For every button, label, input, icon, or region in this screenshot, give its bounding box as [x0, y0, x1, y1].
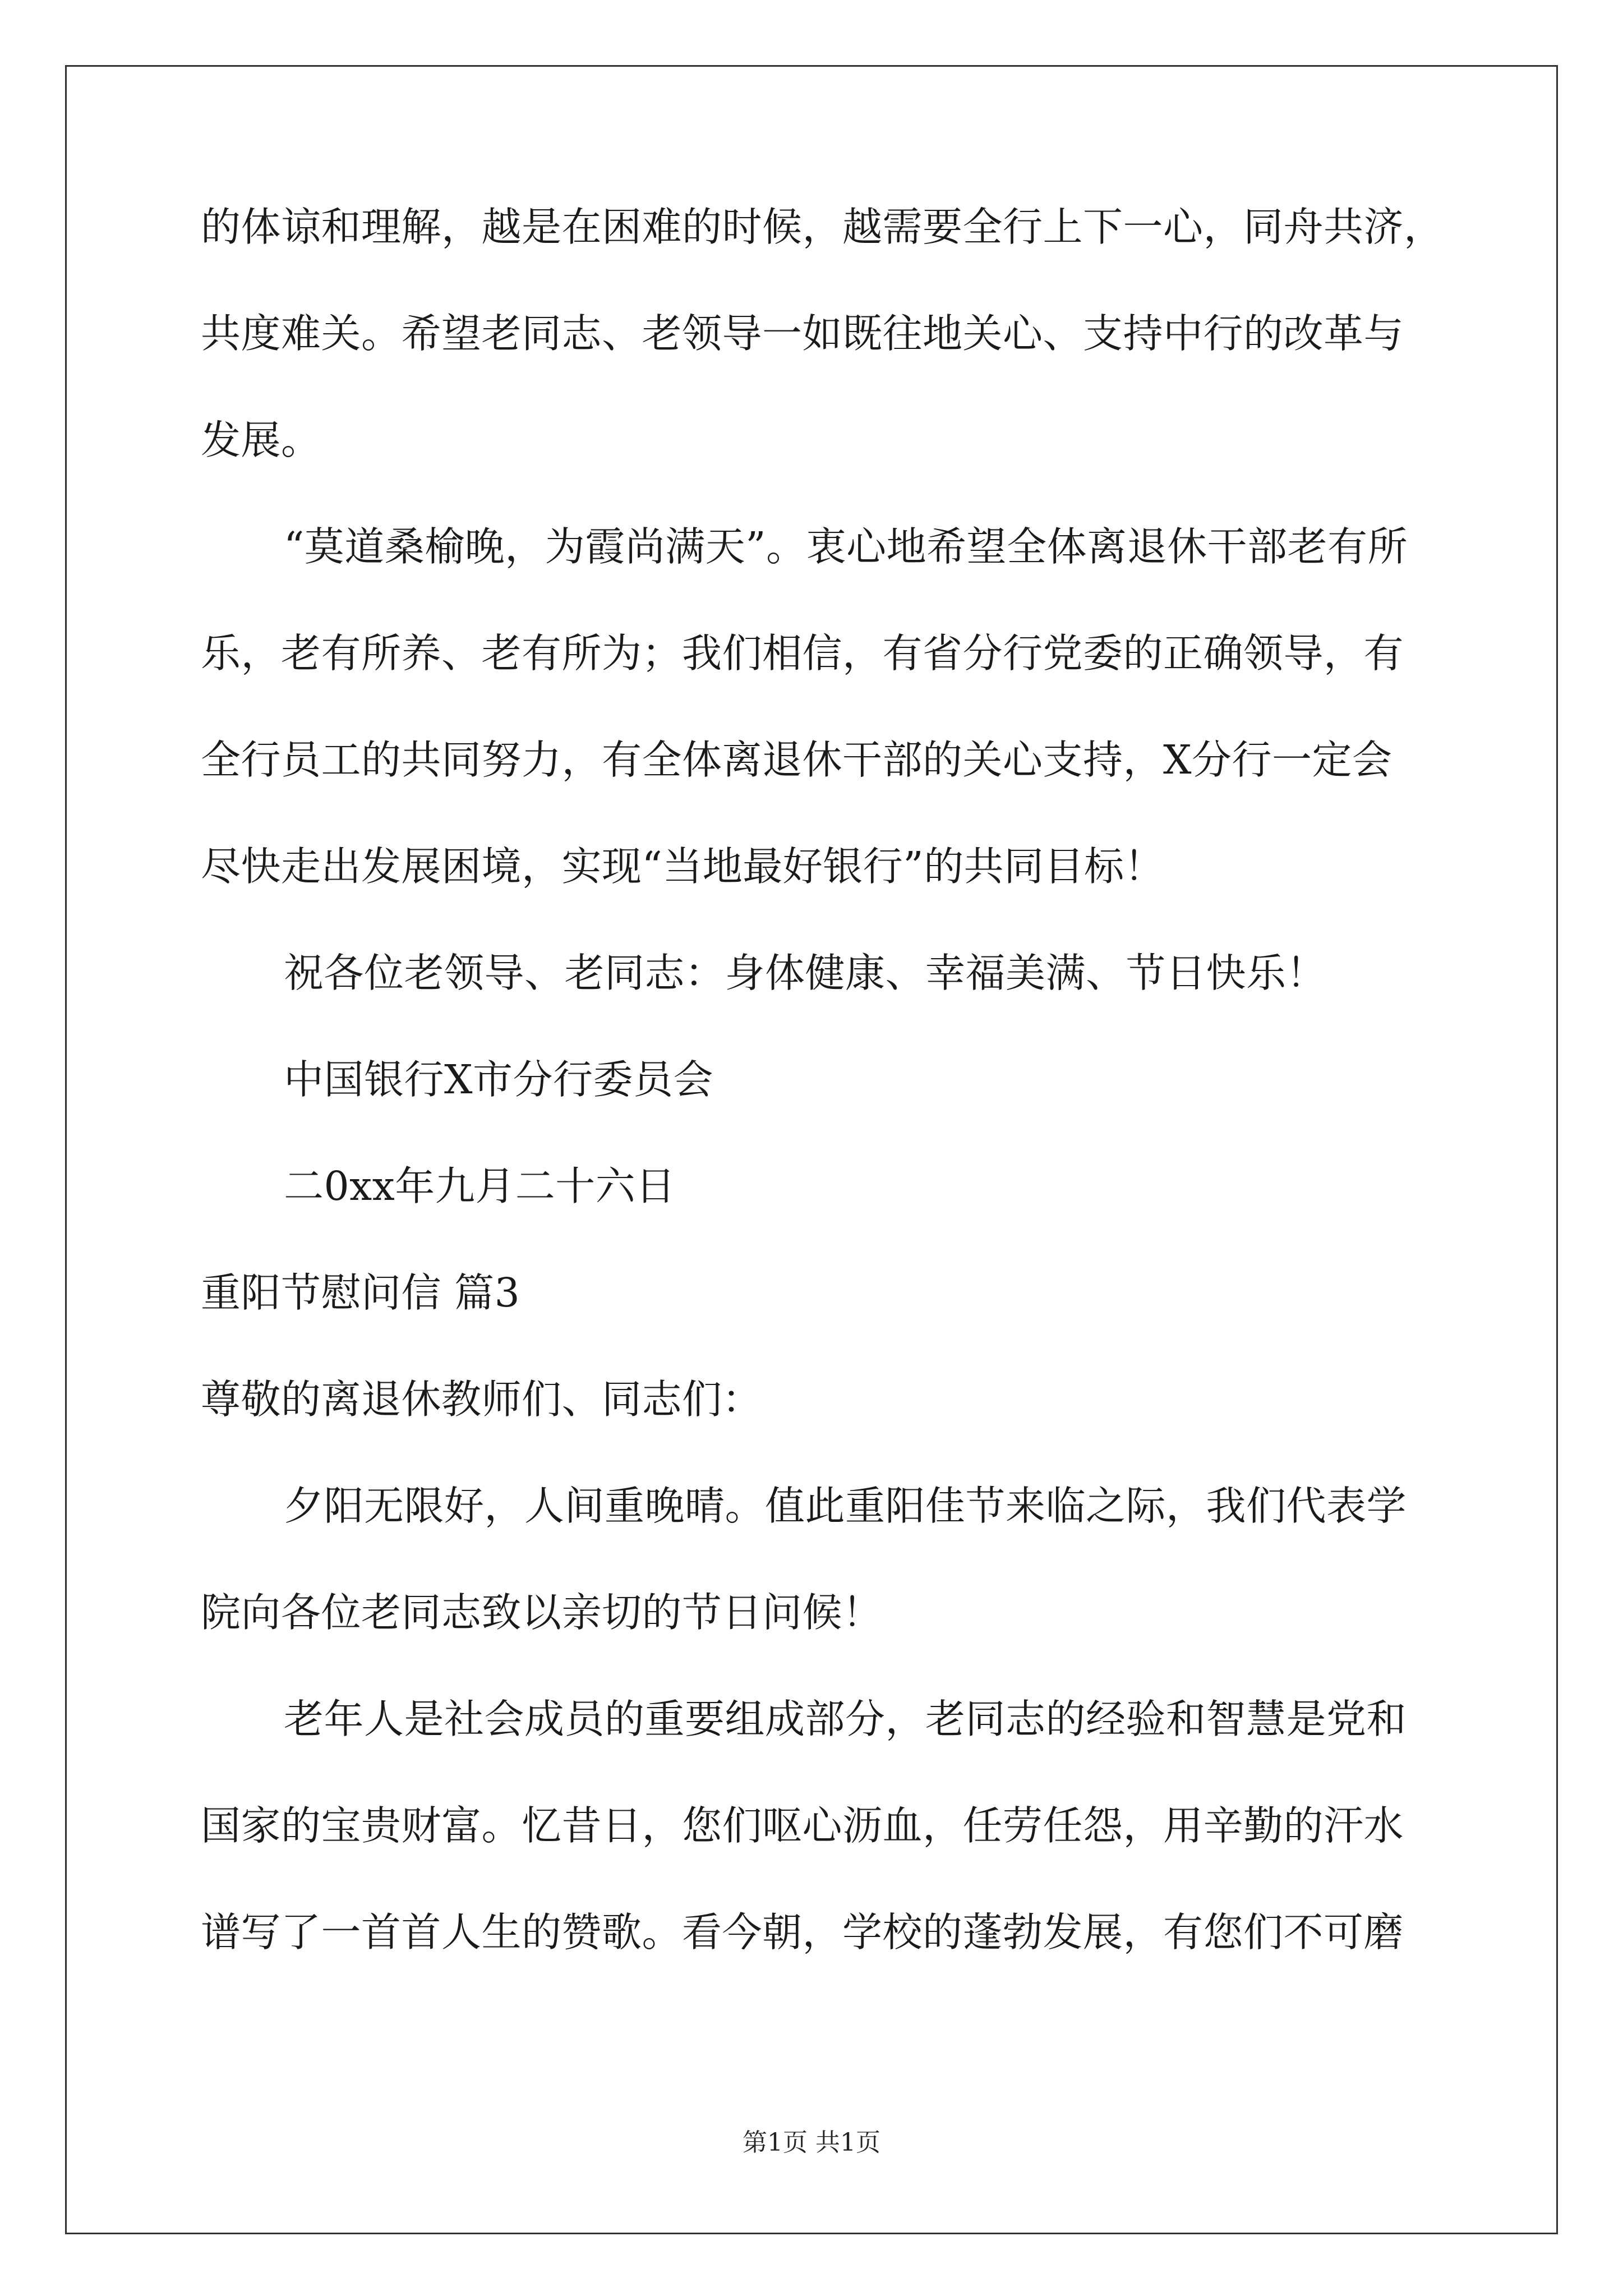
text-line: 全行员工的共同努力，有全体离退休干部的关心支持，X分行一定会 [201, 737, 1393, 783]
signature-organization: 中国银行X市分行委员会 [284, 1056, 714, 1103]
page-footer: 第1页 共1页 [743, 2128, 880, 2157]
section-heading: 重阳节慰问信 篇3 [201, 1269, 520, 1316]
paragraph-start: 老年人是社会成员的重要组成部分，老同志的经验和智慧是党和 [284, 1696, 1407, 1742]
text-line: 乐，老有所养、老有所为；我们相信，有省分行党委的正确领导，有 [201, 630, 1404, 677]
paragraph-start: “莫道桑榆晚，为霞尚满天”。衷心地希望全体离退休干部老有所 [284, 523, 1408, 570]
text-line: 的体谅和理解，越是在困难的时候，越需要全行上下一心，同舟共济， [201, 204, 1444, 250]
paragraph-start: 夕阳无限好，人间重晚晴。值此重阳佳节来临之际，我们代表学 [284, 1483, 1407, 1529]
salutation: 尊敬的离退休教师们、同志们： [201, 1376, 763, 1423]
signature-date: 二0xx年九月二十六日 [284, 1163, 676, 1209]
text-line: 共度难关。希望老同志、老领导一如既往地关心、支持中行的改革与 [201, 310, 1404, 357]
text-line: 谱写了一首首人生的赞歌。看今朝，学校的蓬勃发展，有您们不可磨 [201, 1909, 1404, 1955]
text-line: 院向各位老同志致以亲切的节日问候！ [201, 1589, 883, 1636]
text-line: 发展。 [201, 417, 321, 463]
text-line: 国家的宝贵财富。忆昔日，您们呕心沥血，任劳任怨，用辛勤的汗水 [201, 1802, 1404, 1849]
text-line: 尽快走出发展困境，实现“当地最好银行”的共同目标！ [201, 843, 1165, 890]
blessing-line: 祝各位老领导、老同志：身体健康、幸福美满、节日快乐！ [284, 950, 1327, 996]
